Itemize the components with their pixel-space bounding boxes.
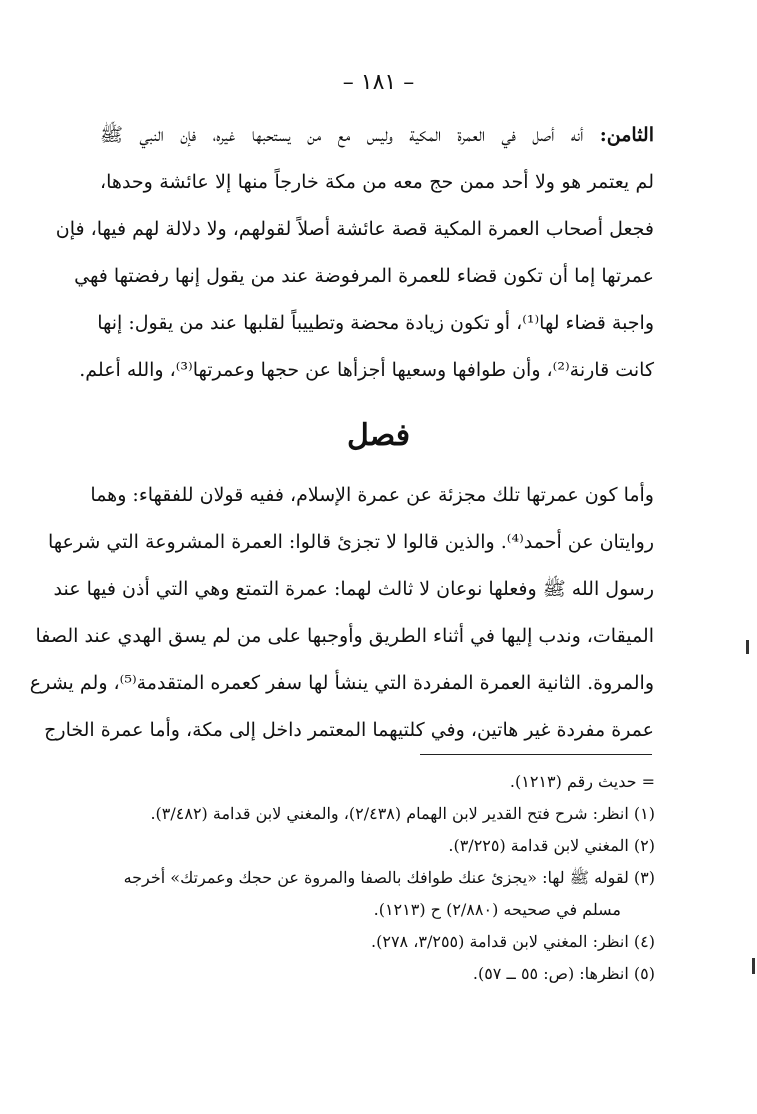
footnote: (٤) انظر: المغني لابن قدامة (٣/٢٥٥، ٢٧٨). [371,932,655,951]
paragraph-line: روايتان عن أحمد⁽⁴⁾. والذين قالوا لا تجزئ قالوا: العمرة المشروعة التي شرعها [48,531,654,553]
paragraph-line: رسول الله ﷺ وفعلها نوعان لا ثالث لهما: عمرة التمتع وهي التي أذن فيها عند [53,578,654,600]
paragraph-line: فجعل أصحاب العمرة المكية قصة عائشة أصلاً لقولهم، ولا دلالة لهم فيها، فإن [55,218,654,240]
paragraph-line: عمرة مفردة غير هاتين، وفي كلتيهما المعتمر داخل إلى مكة، وأما عمرة الخارج [44,719,654,741]
footnote: (٣) لقوله ﷺ لها: «يجزئ عنك طوافك بالصفا والمروة عن حجك وعمرتك» أخرجه [123,868,655,887]
footnote: = حديث رقم (١٢١٣). [509,772,655,791]
footnotes [90,766,655,990]
paragraph-line: كانت قارنة⁽²⁾، وأن طوافها وسعيها أجزأها عن حجها وعمرتها⁽³⁾، والله أعلم. [79,359,654,381]
footnote: (٢) المغني لابن قدامة (٣/٢٢٥). [448,836,655,855]
footnote: (١) انظر: شرح فتح القدير لابن الهمام (٢/٤٣٨)، والمغني لابن قدامة (٣/٤٨٢). [150,804,655,823]
footnote-continuation: مسلم في صحيحه (٢/٨٨٠) ح (١٢١٣). [373,900,621,919]
paragraph-line: والمروة. الثانية العمرة المفردة التي ينشأ لها سفر كعمره المتقدمة⁽⁵⁾، ولم يشرع [29,672,654,694]
paragraph-section [29,472,654,754]
line-text: أنه أصل في العمرة المكية وليس مع من يستحبها غيره، فإن النبي ﷺ [100,124,600,146]
lead-word: الثامن: [599,124,654,146]
scan-mark [752,958,755,974]
paragraph-line: عمرتها إما أن تكون قضاء للعمرة المرفوضة عند من يقول إنها رفضتها فهي [74,265,654,287]
paragraph-line: وأما كون عمرتها تلك مجزئة عن عمرة الإسلام، ففيه قولان للفقهاء: وهما [90,484,654,506]
paragraph-eighth-point [55,112,654,394]
paragraph-line: واجبة قضاء لها⁽¹⁾، أو تكون زيادة محضة وتطييباً لقلبها عند من يقول: إنها [97,312,654,334]
page-number: – ١٨١ – [342,70,415,95]
section-heading: فصل [346,418,411,453]
paragraph-line: الميقات، وندب إليها في أثناء الطريق وأوجبها على من لم يسق الهدي عند الصفا [35,625,654,647]
footnote-divider [420,754,652,755]
scan-mark [746,640,749,654]
footnote: (٥) انظرها: (ص: ٥٥ ــ ٥٧). [472,964,655,983]
paragraph-line [100,112,654,159]
paragraph-line: لم يعتمر هو ولا أحد ممن حج معه من مكة خارجاً منها إلا عائشة وحدها، [100,171,654,193]
